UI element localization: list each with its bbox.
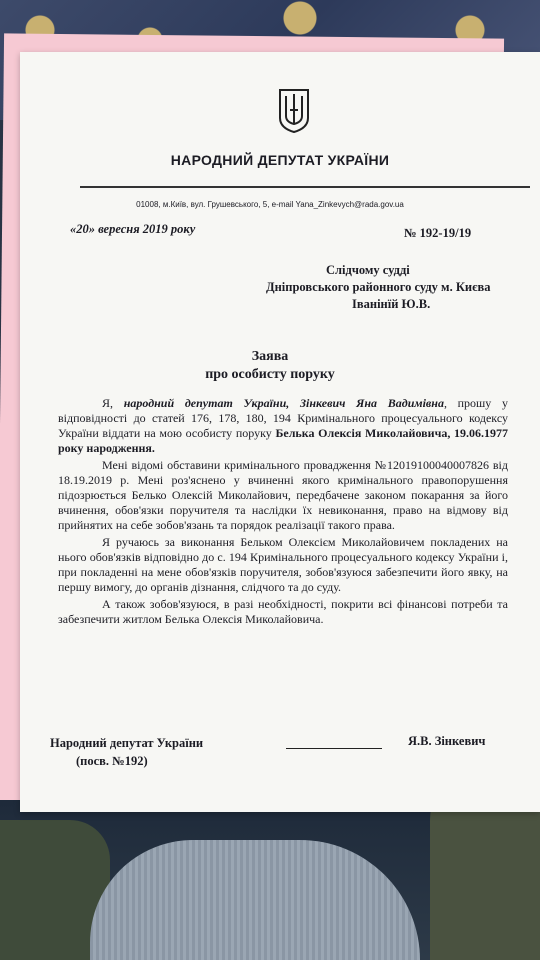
header-divider	[80, 186, 530, 188]
document-title: Заява	[251, 349, 289, 364]
trident-icon	[276, 88, 312, 134]
addressee-block	[266, 262, 506, 313]
addressee-line: Іванінїй Ю.В.	[352, 297, 431, 311]
document-subtitle: про особисту поруку	[205, 367, 335, 382]
paragraph: Мені відомі обставини кримінального провадження №12019100040007826 від 18.19.2019 р. Мені роз'яснено у вчиненні якого кримінального правопорушення підозрюється Белько Олексій Миколайович, передбачене законом покарання за його вчинення, обов'язки поручителя та наслідки їх невиконання, право на відмову від прийнятих на себе зобов'язань та порядок реалізації такого права.	[58, 458, 508, 532]
document-number: № 192-19/19	[404, 226, 472, 240]
header-address: 01008, м.Київ, вул. Грушевського, 5, e-mail Yana_Zinkevych@rada.gov.ua	[136, 200, 404, 209]
paragraph: Я, народний депутат України, Зінкевич Яна Вадимівна, прошу у відповідності до статей 176, 178, 180, 194 Кримінального процесуального кодексу України віддати на мою особисту поруку Белька Олексія Миколайовича, 19.06.1977 року народження.	[58, 396, 509, 455]
header-title: НАРОДНИЙ ДЕПУТАТ УКРАЇНИ	[170, 152, 390, 168]
document-title-block	[0, 348, 540, 384]
signatory-name: Я.В. Зінкевич	[408, 734, 486, 748]
signatory-title: Народний депутат України (посв. №192)	[50, 736, 204, 768]
signature-line	[286, 748, 382, 749]
paragraph: Я ручаюсь за виконання Бельком Олексієм Миколайовичем покладених на нього обов'язків відповідно до с. 194 Кримінального процесуального кодексу України і, при покладенні на мене обов'язків поручителя, зобов'язуюся забезпечити його явку, на першу вимогу, до органів дізнання, слідчого та до суду.	[58, 535, 508, 594]
addressee-line: Слідчому судді	[326, 263, 410, 277]
addressee-line: Дніпровського районного суду м. Києва	[266, 280, 491, 294]
document-body	[58, 396, 508, 629]
document-date: «20» вересня 2019 року	[70, 222, 196, 236]
paragraph: А також зобов'язуюся, в разі необхідності, покрити всі фінансові потреби та забезпечити житлом Белька Олексія Миколайовича.	[58, 597, 508, 626]
document-page	[20, 52, 540, 812]
